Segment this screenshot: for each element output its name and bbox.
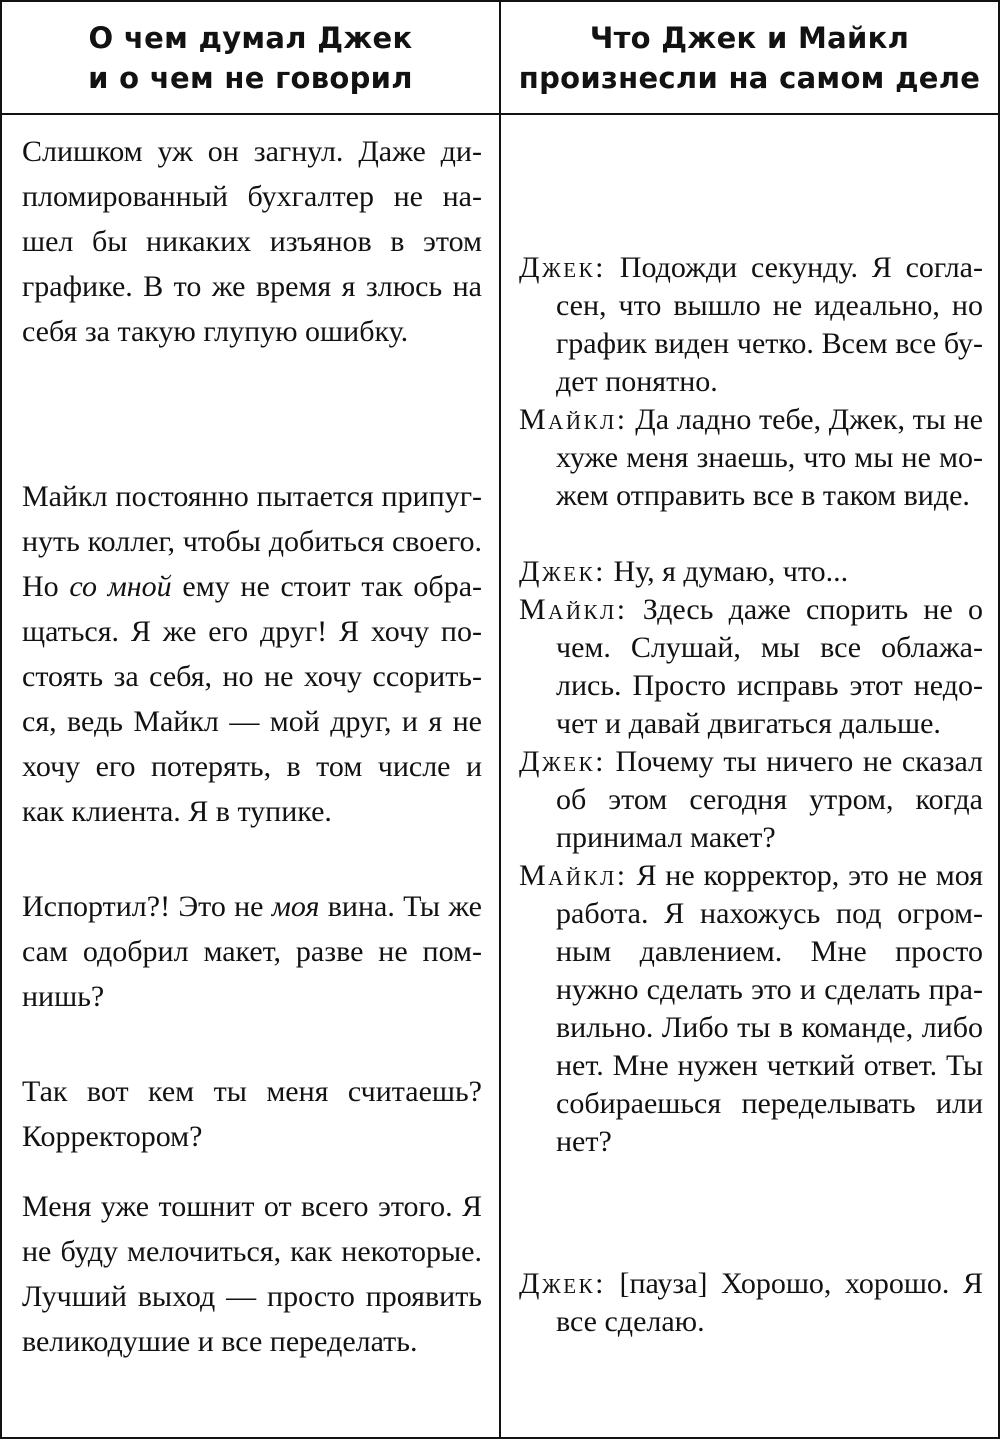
- thoughts-header-line-1: О чем думал Джек: [88, 20, 413, 55]
- spoken-header-line-1: Что Джек и Майкл: [589, 20, 910, 55]
- spoken-column-header: [501, 2, 998, 115]
- dialogue-entry: [519, 1265, 983, 1341]
- dialogue-text: Здесь даже спорить не о чем. Слушай, мы все облажались. Просто исправь этот недочет и давай двигаться дальше.: [556, 593, 983, 740]
- paragraph-text: Слишком уж он загнул. Даже дипломированный бухгалтер не нашел бы никаких изъянов в этом графике. В то же время я злюсь на себя за такую глупую ошибку.: [22, 135, 482, 348]
- dialogue-entry: [519, 591, 983, 743]
- thoughts-column: [2, 2, 501, 1437]
- paragraph-text: Меня уже тошнит от всего этого. Я не буду мелочиться, как некоторые. Лучший выход — просто проявить великодушие и все переделать.: [22, 1190, 482, 1358]
- thought-paragraph: [22, 1069, 482, 1159]
- spoken-column-body: [501, 115, 998, 1437]
- thought-paragraph: [22, 1184, 482, 1364]
- dialogue-text: Подожди секунду. Я согласен, что вышло не идеально, но график виден четко. Всем все будет понятно.: [556, 251, 983, 398]
- dialogue-text: [пауза] Хорошо, хорошо. Я все сделаю.: [556, 1267, 983, 1338]
- speaker-name: Майкл:: [519, 859, 628, 892]
- speaker-name: Джек:: [519, 555, 606, 588]
- thoughts-column-body: [2, 115, 499, 1437]
- thought-paragraph: [22, 884, 482, 1019]
- dialogue-text: Почему ты ничего не сказал об этом сегодня утром, когда принимал макет?: [556, 745, 983, 854]
- dialogue-text: Ну, я думаю, что...: [605, 555, 849, 588]
- italic-emphasis: моя: [271, 890, 320, 923]
- speaker-name: Майкл:: [519, 403, 628, 436]
- speaker-name: Майкл:: [519, 593, 628, 626]
- paragraph-text: Так вот кем ты меня считаешь? Корректором?: [22, 1075, 482, 1153]
- dialogue-entry: [519, 249, 983, 401]
- dialogue-entry: [519, 401, 983, 515]
- spoken-header-line-2: произнесли на самом деле: [518, 60, 981, 95]
- spoken-column: [501, 2, 998, 1437]
- thought-paragraph: [22, 474, 482, 834]
- speaker-name: Джек:: [519, 745, 606, 778]
- paragraph-text: ему не стоит так обращаться. Я же его друг! Я хочу постоять за себя, но не хочу ссориться, ведь Майкл — мой друг, и я не хочу его потерять, в том числе и как клиента. Я в тупике.: [22, 570, 483, 828]
- speaker-name: Джек:: [519, 1267, 606, 1300]
- speaker-name: Джек:: [519, 251, 606, 284]
- italic-emphasis: со мной: [69, 570, 172, 603]
- dialogue-entry: [519, 857, 983, 1161]
- thoughts-column-header: [2, 2, 499, 115]
- thought-paragraph: [22, 129, 482, 354]
- dialogue-text: Я не корректор, это не моя работа. Я нахожусь под огромным давлением. Мне просто нужно сделать это и сделать правильно. Либо ты в команде, либо нет. Мне нужен четкий ответ. Ты собираешься переделывать или нет?: [556, 859, 983, 1158]
- paragraph-text: вина. Ты же сам одобрил макет, разве не помнишь?: [22, 890, 482, 1013]
- dialogue-entry: [519, 553, 983, 591]
- paragraph-text: Майкл постоянно пытается припугнуть коллег, чтобы добиться своего. Но: [22, 480, 482, 603]
- dialogue-text: Да ладно тебе, Джек, ты не хуже меня знаешь, что мы не можем отправить все в таком виде.: [556, 403, 983, 512]
- thoughts-header-line-2: и о чем не говорил: [88, 60, 413, 95]
- paragraph-text: Испортил?! Это не: [22, 890, 272, 923]
- dialogue-entry: [519, 743, 983, 857]
